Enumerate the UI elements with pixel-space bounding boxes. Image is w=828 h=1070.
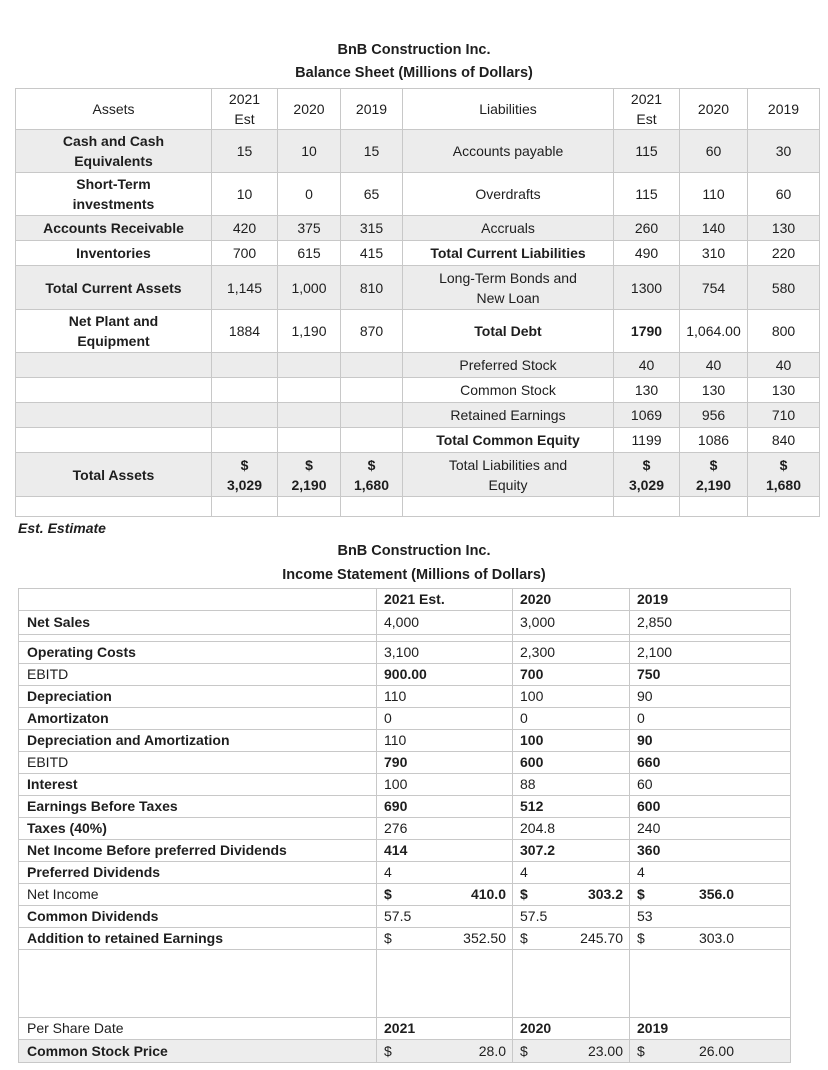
- bs-row-net-plant: [16, 310, 820, 353]
- income-statement-company: BnB Construction Inc.: [337, 543, 491, 559]
- liab-2019: $ 1,680: [748, 453, 820, 497]
- liability-label: Accruals: [403, 216, 614, 241]
- liability-label: Total Common Equity: [403, 428, 614, 453]
- is-label: Preferred Dividends: [19, 862, 377, 884]
- is-2019: 2,100: [630, 642, 791, 664]
- is-row-dep-amort: [19, 730, 791, 752]
- is-2021: 0: [377, 708, 513, 730]
- is-2021: 276: [377, 818, 513, 840]
- asset-2021: 420: [212, 216, 278, 241]
- is-2021: 57.5: [377, 906, 513, 928]
- liab-2019: 130: [748, 216, 820, 241]
- liability-label: Retained Earnings: [403, 403, 614, 428]
- is-2019: 90: [630, 730, 791, 752]
- asset-2021: 1884: [212, 310, 278, 353]
- per-share-label: Per Share Date: [19, 1018, 377, 1040]
- is-2019: $ 303.0: [630, 928, 791, 950]
- income-statement-table: [18, 588, 791, 1063]
- is-2020: 100: [513, 730, 630, 752]
- income-statement-title: Income Statement (Millions of Dollars): [282, 567, 546, 583]
- liability-label: Total Current Liabilities: [403, 241, 614, 266]
- asset-2021: 15: [212, 130, 278, 173]
- is-label: Depreciation and Amortization: [19, 730, 377, 752]
- is-label: Net Income Before preferred Dividends: [19, 840, 377, 862]
- is-2019: 2,850: [630, 611, 791, 635]
- liab-2020: 1,064.00: [680, 310, 748, 353]
- liab-2021: 1790: [614, 310, 680, 353]
- asset-label: Total Current Assets: [16, 266, 212, 310]
- is-col-2020: 2020: [513, 589, 630, 611]
- is-2020: 512: [513, 796, 630, 818]
- bs-row-total-assets: [16, 453, 820, 497]
- is-2020: 700: [513, 664, 630, 686]
- asset-2019: 810: [341, 266, 403, 310]
- is-row-taxes: [19, 818, 791, 840]
- liab-2019: 130: [748, 378, 820, 403]
- bs-row-inventories: [16, 241, 820, 266]
- per-share-2019: 2019: [630, 1018, 791, 1040]
- is-2019: 360: [630, 840, 791, 862]
- liab-2021: 130: [614, 378, 680, 403]
- is-col-2019: 2019: [630, 589, 791, 611]
- liab-2021: 490: [614, 241, 680, 266]
- asset-2019: 15: [341, 130, 403, 173]
- liab-2021: 1199: [614, 428, 680, 453]
- liab-2019: 40: [748, 353, 820, 378]
- asset-label: Inventories: [16, 241, 212, 266]
- liab-2019: 800: [748, 310, 820, 353]
- is-row-depreciation: [19, 686, 791, 708]
- asset-2021: 700: [212, 241, 278, 266]
- balance-sheet-company: BnB Construction Inc.: [337, 42, 491, 58]
- liab-2020: 140: [680, 216, 748, 241]
- asset-label: Net Plant and Equipment: [16, 310, 212, 353]
- liab-2020: 110: [680, 173, 748, 216]
- is-label: Addition to retained Earnings: [19, 928, 377, 950]
- is-row-addition-re: [19, 928, 791, 950]
- is-2021: $ 410.0: [377, 884, 513, 906]
- liab-2021-header: 2021 Est: [614, 89, 680, 130]
- liab-2021: 1300: [614, 266, 680, 310]
- is-2020: 2,300: [513, 642, 630, 664]
- bs-row-common: [16, 378, 820, 403]
- bs-row-preferred: [16, 353, 820, 378]
- assets-2020-header: 2020: [278, 89, 341, 130]
- is-2020: 57.5: [513, 906, 630, 928]
- is-2021: 690: [377, 796, 513, 818]
- is-row-ni-before-pref: [19, 840, 791, 862]
- liabilities-header: Liabilities: [403, 89, 614, 130]
- is-2019: 750: [630, 664, 791, 686]
- liab-2019: 580: [748, 266, 820, 310]
- is-row-per-share: [19, 1018, 791, 1040]
- liab-2020: 130: [680, 378, 748, 403]
- asset-2019: 870: [341, 310, 403, 353]
- is-row-amortization: [19, 708, 791, 730]
- is-label: Depreciation: [19, 686, 377, 708]
- is-label: Operating Costs: [19, 642, 377, 664]
- is-label: Common Dividends: [19, 906, 377, 928]
- asset-2020: 615: [278, 241, 341, 266]
- bs-row-retained: [16, 403, 820, 428]
- is-2019: 90: [630, 686, 791, 708]
- is-label: Amortizaton: [19, 708, 377, 730]
- is-label: Taxes (40%): [19, 818, 377, 840]
- is-2019: 600: [630, 796, 791, 818]
- asset-2020: $ 2,190: [278, 453, 341, 497]
- is-row-stock-price: [19, 1040, 791, 1063]
- asset-2021: 10: [212, 173, 278, 216]
- asset-label: Accounts Receivable: [16, 216, 212, 241]
- asset-2019: $ 1,680: [341, 453, 403, 497]
- asset-label: Total Assets: [16, 453, 212, 497]
- is-2021: 900.00: [377, 664, 513, 686]
- liab-2020-header: 2020: [680, 89, 748, 130]
- balance-sheet-table: [15, 88, 820, 517]
- liab-2021: 40: [614, 353, 680, 378]
- is-2019: 53: [630, 906, 791, 928]
- asset-2020: 1,000: [278, 266, 341, 310]
- asset-2019: 315: [341, 216, 403, 241]
- liab-2020: 1086: [680, 428, 748, 453]
- is-2021: 4: [377, 862, 513, 884]
- is-col-2021: 2021 Est.: [377, 589, 513, 611]
- is-2020: 600: [513, 752, 630, 774]
- liab-2020: 754: [680, 266, 748, 310]
- is-2020: 88: [513, 774, 630, 796]
- is-2021: 100: [377, 774, 513, 796]
- asset-label: Short-Term investments: [16, 173, 212, 216]
- is-row-common-div: [19, 906, 791, 928]
- is-label: Common Stock Price: [19, 1040, 377, 1063]
- liability-label: Overdrafts: [403, 173, 614, 216]
- liability-label: Long-Term Bonds and New Loan: [403, 266, 614, 310]
- is-2021: 110: [377, 730, 513, 752]
- bs-row-total-current: [16, 266, 820, 310]
- bs-row-empty: [16, 497, 820, 517]
- is-row-ebt: [19, 796, 791, 818]
- is-2020: $ 245.70: [513, 928, 630, 950]
- bs-row-cash: [16, 130, 820, 173]
- is-label: EBITD: [19, 752, 377, 774]
- liab-2020: 310: [680, 241, 748, 266]
- is-2020: $ 23.00: [513, 1040, 630, 1063]
- liab-2020: $ 2,190: [680, 453, 748, 497]
- is-row-net-sales: [19, 611, 791, 635]
- is-2020: 307.2: [513, 840, 630, 862]
- liability-label: Accounts payable: [403, 130, 614, 173]
- assets-header: Assets: [16, 89, 212, 130]
- liability-label: Common Stock: [403, 378, 614, 403]
- bs-row-receivable: [16, 216, 820, 241]
- is-2020: $ 303.2: [513, 884, 630, 906]
- liability-label: Total Liabilities and Equity: [403, 453, 614, 497]
- is-header-row: [19, 589, 791, 611]
- is-2019: 0: [630, 708, 791, 730]
- asset-2020: 375: [278, 216, 341, 241]
- is-2020: 204.8: [513, 818, 630, 840]
- asset-2020: 0: [278, 173, 341, 216]
- is-label: Earnings Before Taxes: [19, 796, 377, 818]
- is-label: Net Sales: [19, 611, 377, 635]
- liab-2021: 260: [614, 216, 680, 241]
- assets-2019-header: 2019: [341, 89, 403, 130]
- liab-2021: 1069: [614, 403, 680, 428]
- liab-2021: 115: [614, 130, 680, 173]
- is-2019: 60: [630, 774, 791, 796]
- liab-2020: 60: [680, 130, 748, 173]
- liability-label: Preferred Stock: [403, 353, 614, 378]
- is-2019: 660: [630, 752, 791, 774]
- estimate-note: Est. Estimate: [18, 520, 106, 536]
- liab-2021: $ 3,029: [614, 453, 680, 497]
- is-row-preferred-div: [19, 862, 791, 884]
- is-2020: 0: [513, 708, 630, 730]
- is-2021: 790: [377, 752, 513, 774]
- liab-2021: 115: [614, 173, 680, 216]
- is-label: EBITD: [19, 664, 377, 686]
- is-row-spacer: [19, 950, 791, 1018]
- liability-label: Total Debt: [403, 310, 614, 353]
- liab-2019: 710: [748, 403, 820, 428]
- liab-2019: 30: [748, 130, 820, 173]
- bs-row-total-equity: [16, 428, 820, 453]
- is-row-operating-costs: [19, 642, 791, 664]
- is-row-ebitd-2: [19, 752, 791, 774]
- balance-sheet-title: Balance Sheet (Millions of Dollars): [295, 65, 533, 81]
- asset-2020: 1,190: [278, 310, 341, 353]
- per-share-2020: 2020: [513, 1018, 630, 1040]
- liab-2020: 956: [680, 403, 748, 428]
- is-2020: 4: [513, 862, 630, 884]
- is-2021: 3,100: [377, 642, 513, 664]
- is-2021: 414: [377, 840, 513, 862]
- liab-2020: 40: [680, 353, 748, 378]
- asset-2021: 1,145: [212, 266, 278, 310]
- is-2020: 3,000: [513, 611, 630, 635]
- is-label: Interest: [19, 774, 377, 796]
- asset-2019: 65: [341, 173, 403, 216]
- asset-2021: $ 3,029: [212, 453, 278, 497]
- liab-2019: 220: [748, 241, 820, 266]
- bs-row-short-term: [16, 173, 820, 216]
- bs-header-row: [16, 89, 820, 130]
- is-2021: $ 28.0: [377, 1040, 513, 1063]
- is-2021: $ 352.50: [377, 928, 513, 950]
- is-label: Net Income: [19, 884, 377, 906]
- is-2021: 110: [377, 686, 513, 708]
- asset-label: Cash and Cash Equivalents: [16, 130, 212, 173]
- asset-2019: 415: [341, 241, 403, 266]
- asset-2020: 10: [278, 130, 341, 173]
- per-share-2021: 2021: [377, 1018, 513, 1040]
- assets-2021-header: 2021 Est: [212, 89, 278, 130]
- is-2019: $ 356.0: [630, 884, 791, 906]
- liab-2019: 60: [748, 173, 820, 216]
- liab-2019: 840: [748, 428, 820, 453]
- is-2019: 240: [630, 818, 791, 840]
- is-2021: 4,000: [377, 611, 513, 635]
- is-row-net-income: [19, 884, 791, 906]
- is-2019: $ 26.00: [630, 1040, 791, 1063]
- is-2019: 4: [630, 862, 791, 884]
- is-row-interest: [19, 774, 791, 796]
- is-row-ebitd: [19, 664, 791, 686]
- liab-2019-header: 2019: [748, 89, 820, 130]
- is-2020: 100: [513, 686, 630, 708]
